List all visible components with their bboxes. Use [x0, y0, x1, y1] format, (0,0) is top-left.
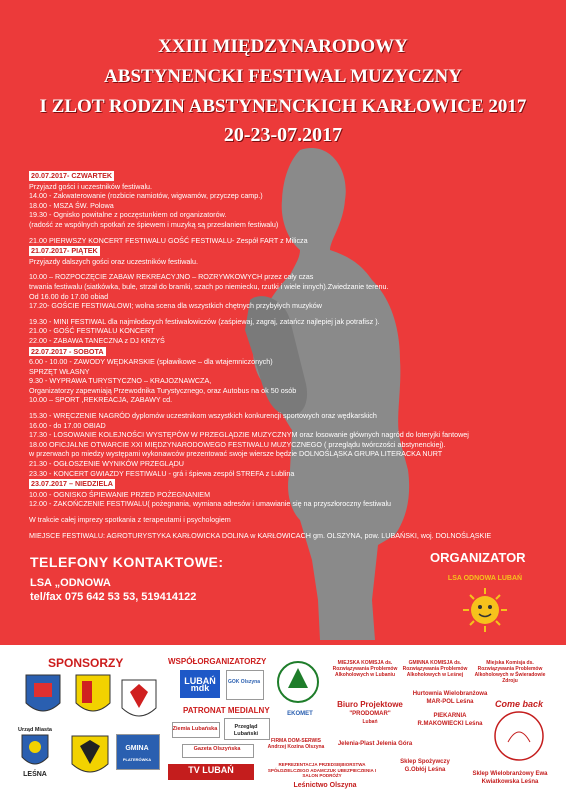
sponsors-heading: SPONSORZY	[48, 656, 124, 670]
contact-phones: tel/fax 075 642 53 53, 519414122	[30, 591, 197, 603]
adamczuk-label: REPREZENTACJA PRZEDSIĘBIORSTWA SPÓŁDZIELCZEGO ADAMCZUK UBEZPIECZENIA I SALON PODRÓŻY	[267, 762, 377, 778]
program-line: 22.00 - ZABAWA TANECZNA z DJ KRZYŚ	[29, 335, 165, 345]
contact-block	[30, 576, 196, 604]
prodomar-city: Lubań	[362, 719, 378, 725]
program-day-label: 22.07.2017 - SOBOTA	[31, 346, 104, 356]
organizer-heading: ORGANIZATOR	[430, 550, 526, 565]
crest-icon-2	[74, 673, 112, 719]
program-line: 10.00 – ROZPOCZĘCIE ZABAW REKREACYJNO – ROZRYWKOWYCH przez cały czas	[29, 272, 314, 282]
program-line: 17.20- GOŚCIE FESTIWALOWI; wolna scena dla wszystkich chętnych przybyłych muzyków	[29, 301, 322, 311]
program-line: MIEJSCE FESTIWALU: AGROTURYSTYKA KARŁOWICKA DOLINA w KARŁOWICACH gm. OLSZYNA, pow. LUBAŃSKI, woj. DOLNOŚLĄSKIE	[29, 530, 492, 540]
forest-logo-icon	[276, 660, 320, 704]
biuro-projektowe: Biuro Projektowe	[337, 700, 403, 709]
program-line: 14.00 - Zakwaterowanie (rozbicie namiotów, wigwamów, przyczep camp.)	[29, 191, 263, 201]
gok-label: GOK Olszyna	[228, 679, 260, 685]
program-day-label: 20.07.2017- CZWARTEK	[31, 171, 113, 180]
gazeta-olszynska-label: Gazeta Olszyńska	[193, 746, 241, 752]
przeglad-lubanski-label: Przegląd Lubański	[233, 724, 259, 737]
lesnictwo-olszyna: Leśnictwo Olszyna	[293, 782, 357, 789]
title-line-3: I ZLOT RODZIN ABSTYNENCKICH KARŁOWICE 2017	[39, 96, 527, 117]
urzad-miasta-label: Urząd Miasta	[18, 727, 52, 733]
program-line: SPRZĘT WŁASNY	[29, 366, 90, 376]
program-day-header	[29, 245, 539, 257]
title-line-1: XXIII MIĘDZYNARODOWY	[158, 36, 408, 57]
komisja-swieradow: Miejska Komisja ds. Rozwiązywania Problemów Alkoholowych w Świeradowie Zdroju	[474, 660, 546, 684]
program-line: 17.30 - LOSOWANIE KOLEJNOŚCI WYSTĘPÓW W PRZEGLĄDZIE MUZYCZNYM oraz losowanie głównych nagród do loteryjki fantowej	[29, 430, 469, 440]
program-day-header	[29, 346, 539, 358]
program-line: 16.00 - do 17.00 OBIAD	[29, 420, 106, 430]
program-day-header	[29, 170, 539, 182]
program-line: 19.30 - MINI FESTIWAL dla najmłodszych festiwalowiczów (zaśpiewaj, zagraj, zatańcz najlepiej jak potrafisz ).	[29, 316, 380, 326]
program-day-header	[29, 478, 539, 490]
firma-dom-serwis: FIRMA DOM-SERWIS Andrzej Kozina Olszyna	[267, 738, 325, 750]
program-line: W trakcie całej imprezy spotkania z terapeutami i psychologiem	[29, 515, 231, 524]
program-day-label: 23.07.2017 – NIEDZIELA	[31, 479, 113, 489]
program-line: Organizatorzy zapewniają Przewodnika Turystycznego, oraz Autobus na ok 50 osób	[29, 385, 297, 395]
program-line: (radość ze wspólnych spotkań ze śpiewem i muzyką są przesłaniem festiwalu)	[29, 219, 279, 229]
festival-dates: 20-23-07.2017	[223, 124, 343, 146]
come-back-logo-icon	[486, 699, 552, 764]
komisja-lesna: GMINNA KOMISJA ds. Rozwiązywania Problemów Alkoholowych w Leśnej	[402, 660, 468, 678]
crest-icon-1	[24, 673, 62, 719]
organizer-logo	[440, 568, 530, 640]
program-line: 6.00 - 10.00 - ZAWODY WĘDKARSKIE (spławikowe – dla wtajemniczonych)	[29, 357, 273, 367]
contact-heading: TELEFONY KONTAKTOWE:	[30, 554, 224, 570]
program-line: 18.00 - MSZA ŚW. Polowa	[29, 200, 114, 210]
program-line: w przerwach po miedzy występami wykonawców prezentować swoje wiersze będzie DOLNOŚLĄSKA GRUPA LITERACKA NURT	[29, 449, 443, 459]
prodomar-label: "PRODOMAR"	[349, 711, 391, 717]
gmina-sub-label: PLATERÓWKA	[122, 757, 152, 762]
ziemia-lubanska-label: Ziemia Lubańska	[172, 726, 218, 732]
ekomet-label: EKOMET	[287, 711, 313, 717]
gmina-logo	[116, 734, 160, 770]
program-day-label: 21.07.2017- PIĄTEK	[31, 246, 98, 256]
crest-icon-3	[120, 678, 158, 724]
luban-mdk-label: LUBAŃ mdk	[184, 676, 216, 693]
organizer-logo-text: LSA ODNOWA LUBAŃ	[447, 575, 523, 582]
title-line-2: ABSTYNENCKI FESTIWAL MUZYCZNY	[104, 66, 462, 87]
media-patronage-heading: PATRONAT MEDIALNY	[183, 706, 270, 715]
eagle-crest-icon	[70, 734, 110, 780]
program-line: 23.30 - KONCERT GWIAZDY FESTIWALU - grá i śpiewa zespół STREFA z Lublina	[29, 468, 295, 478]
come-back-label: Come back	[494, 699, 544, 709]
program-line: 9.30 - WYPRAWA TURYSTYCZNO – KRAJOZNAWCZA,	[29, 376, 212, 386]
program-line: Przyjazdy dalszych gości oraz uczestników festiwalu.	[29, 256, 198, 266]
komisja-luban: MIEJSKA KOMISJA ds. Rozwiązywania Problemów Alkoholowych w Lubaniu	[332, 660, 398, 678]
program-line: 21.00 PIERWSZY KONCERT FESTIWALU GOŚĆ FESTIWALU- Zespół FART z Milicza	[29, 235, 308, 245]
program-line: Od 16.00 do 17.00 obiad	[29, 291, 109, 301]
hurtownia-marpol: Hurtownia Wielobranżowa MAR-POL Leśna	[412, 691, 488, 705]
program-line: 10.00 – SPORT ,REKREACJA, ZABAWY cd.	[29, 395, 173, 405]
program-schedule	[29, 170, 539, 540]
program-line: 12.00 - ZAKOŃCZENIE FESTIWALU( pożegnania, wymiana adresów i umawianie się na przyszłoroczny festiwalu	[29, 499, 392, 509]
program-line: 21.30 - OGŁOSZENIE WYNIKÓW PRZEGLĄDU	[29, 459, 184, 469]
program-line: trwania festiwalu (siatkówka, bule, strzał do bramki, szach po niemiecku, rzutki i wiele innych).Zwiedzanie terenu.	[29, 281, 389, 291]
sklep-oblój: Sklep Spożywczy G.Obłój Leśna	[400, 759, 450, 773]
piekarnia-makowiecki: PIEKARNIA R.MAKOWIECKI Leśna	[417, 713, 483, 727]
lesna-label: LEŚNA	[23, 771, 47, 778]
gmina-label: GMINA	[125, 745, 149, 752]
program-line: 21.00 - GOŚĆ FESTIWALU KONCERT	[29, 326, 155, 336]
program-line: 18.00 OFICJALNE OTWARCIE XXI MIĘDZYNARODOWEGO FESTIWALU MUZYCZNEGO ( przeglądu twórczości abstynenckiej).	[29, 439, 446, 449]
program-line: 15.30 - WRĘCZENIE NAGRÓD dyplomów uczestnikom wszystkich konkurencji sportowych oraz wędkarskich	[29, 411, 377, 421]
program-line: 10.00 - OGNISKO ŚPIEWANIE PRZED POŻEGNANIEM	[29, 489, 211, 499]
lesna-crest-icon	[20, 733, 50, 771]
program-line: Przyjazd gości i uczestników festiwalu.	[29, 181, 153, 191]
co-organizers-heading: WSPÓŁORGANIZATORZY	[168, 657, 267, 666]
tv-luban-label: TV LUBAŃ	[188, 765, 234, 775]
sklep-kwiatkowska: Sklep Wielobranżowy Ewa Kwiatkowska Leśna	[472, 771, 548, 785]
program-line: 19.30 - Ognisko powitalne z poczęstunkiem od organizatorów.	[29, 210, 227, 220]
contact-org-name: LSA „ODNOWA	[30, 577, 111, 589]
jelenia-plast: Jelenia-Plast Jelenia Góra	[337, 741, 413, 747]
